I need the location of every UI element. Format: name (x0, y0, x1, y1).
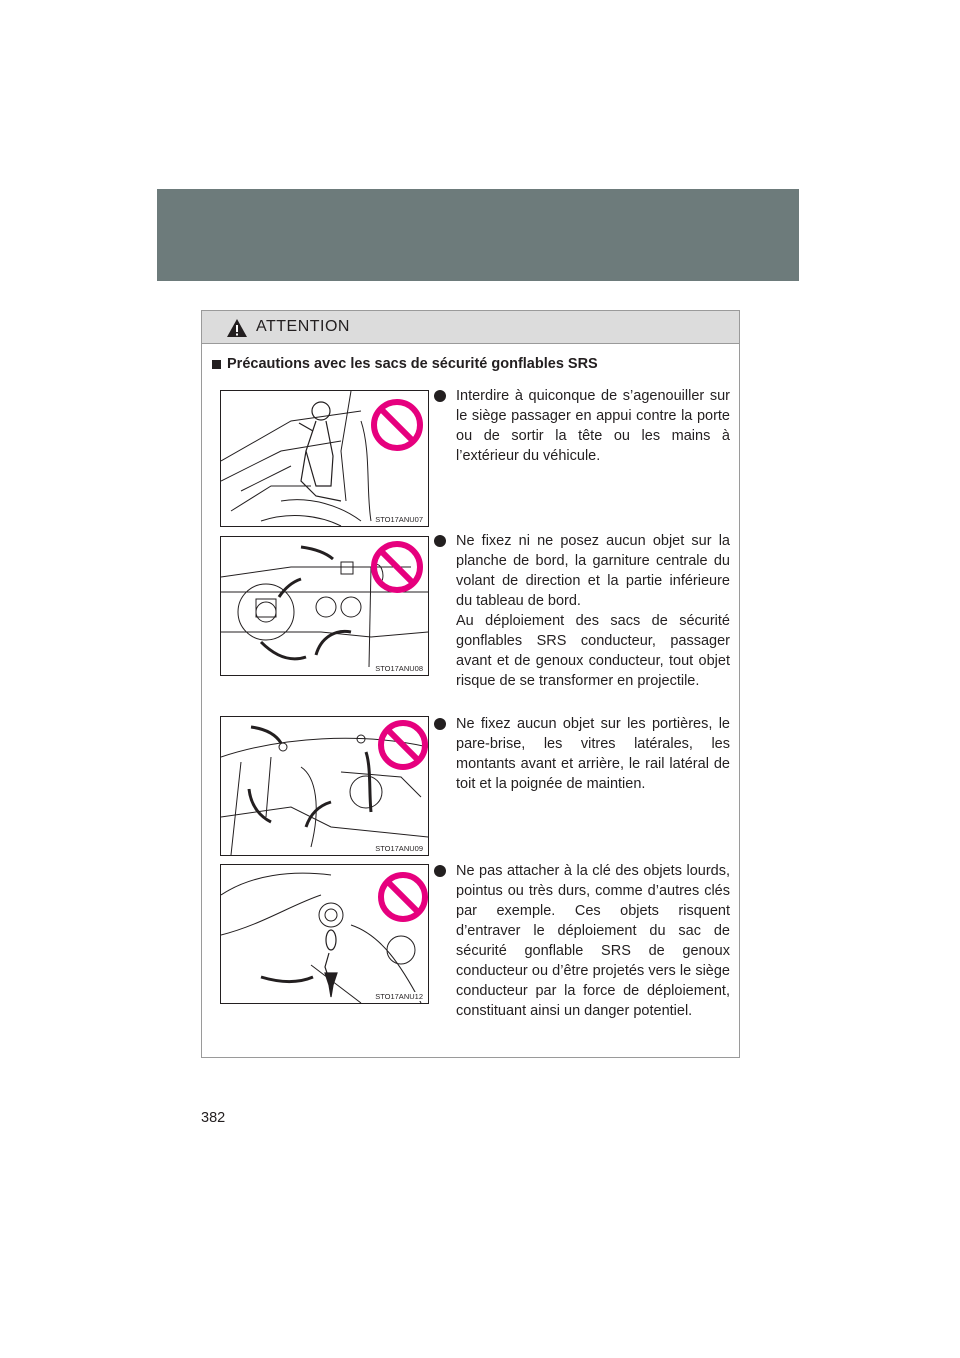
round-bullet-icon (434, 718, 446, 730)
prohibited-sign-4 (381, 875, 425, 919)
attention-header (202, 311, 739, 344)
illustration-cabin (221, 717, 428, 855)
item-text: Ne fixez ni ne posez aucun objet sur la planche de bord, la garniture centrale du volant de direction et la partie inférieure du tableau de bord. (456, 533, 730, 609)
list-item (434, 861, 730, 1021)
attention-label: ATTENTION (256, 318, 350, 335)
item-text-continued: Au déploiement des sacs de sécurité gonflables SRS conducteur, passager avant et de genoux conducteur, tout objet risque de se transformer en projectile. (456, 613, 730, 689)
warning-triangle-icon (226, 318, 248, 338)
figure-code: STO17ANU12 (375, 992, 423, 1001)
illustration-ignition-key (221, 865, 428, 1003)
round-bullet-icon (434, 535, 446, 547)
round-bullet-icon (434, 390, 446, 402)
list-item (434, 386, 730, 466)
attention-box (201, 310, 740, 1058)
illustration-kneeling-passenger (221, 391, 428, 526)
page-number: 382 (201, 1110, 226, 1126)
square-bullet-icon (212, 360, 221, 369)
illustration-dashboard (221, 537, 428, 675)
item-text: Interdire à quiconque de s’agenouiller sur le siège passager en appui contre la porte ou de sortir la tête ou les mains à l’extérieur du véhicule. (456, 388, 730, 464)
section-title-text: Précautions avec les sacs de sécurité gonflables SRS (227, 356, 598, 372)
prohibited-sign-1 (374, 402, 420, 448)
list-item (434, 714, 730, 794)
section-title (212, 356, 598, 372)
list-item (434, 531, 730, 691)
item-text: Ne pas attacher à la clé des objets lourds, pointus ou très durs, comme d’autres clés par exemple. Ces objets risquent d’entraver le déploiement du sac de sécurité gonflable SRS de genoux conducteur ou d’être projetés vers le siège conducteur par la force de déploiement, constituant ainsi un danger potentiel. (456, 863, 730, 1019)
chapter-header-band (157, 189, 799, 281)
round-bullet-icon (434, 865, 446, 877)
figure-dashboard-objects (220, 536, 429, 676)
item-text: Ne fixez aucun objet sur les portières, le pare-brise, les vitres latérales, les montants avant et arrière, le rail latéral de toit et la poignée de maintien. (456, 716, 730, 792)
figure-code: STO17ANU09 (375, 844, 423, 853)
figure-kneeling-passenger (220, 390, 429, 527)
figure-key-objects (220, 864, 429, 1004)
figure-code: STO17ANU08 (375, 664, 423, 673)
figure-code: STO17ANU07 (375, 515, 423, 524)
figure-cabin-objects (220, 716, 429, 856)
